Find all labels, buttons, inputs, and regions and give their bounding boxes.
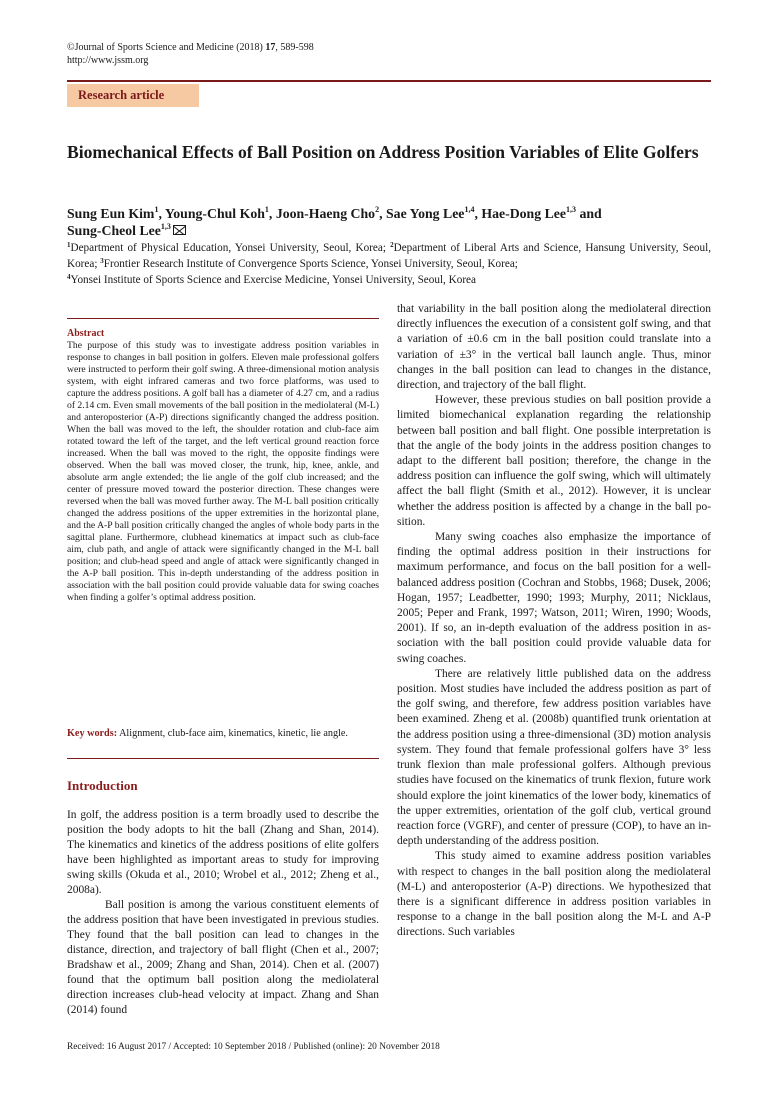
affil-number: 2 (390, 241, 394, 249)
author-name[interactable]: Joon-Haeng Cho (275, 206, 376, 221)
publication-dates: Received: 16 August 2017 / Accepted: 10 September 2018 / Published (online): 20 November 2018 (67, 1042, 440, 1052)
author-conjunction: and (579, 206, 602, 221)
affil-number: 4 (67, 273, 71, 281)
abstract (67, 328, 379, 604)
author-affil: 1,3 (566, 205, 577, 214)
affil-number: 3 (100, 257, 104, 265)
journal-citation: ©Journal of Sports Science and Medicine (2018) (67, 42, 263, 53)
right-column (397, 302, 711, 941)
journal-pages: , 589-598 (275, 42, 314, 53)
author-name[interactable]: Young-Chul Koh (164, 206, 265, 221)
journal-url[interactable]: http://www.jssm.org (67, 55, 149, 66)
paragraph: This study aimed to examine address position variables with respect to changes in the ball position along the mediolateral (M-L) and anteroposterior (A-P) directions. We hypothesized that there is a significant difference in address position variables in response to a change in the ball position along the M-L and A-P directions. Such variables (397, 850, 711, 939)
abstract-text: The purpose of this study was to investigate address position variables in response to changes in ball position in golfers. Eleven male professional golfers were instructed to perform their golf swing. A three-dimensional motion analysis system, with eight infrared cameras and two force platforms, was used to capture the address positions. A golf ball has a diameter of 4.27 cm, and a radius of 2.14 cm. Even small movements of the ball position in the mediolateral (M-L) and anteroposterior (A-P) directions significantly changed the address position. When the ball was moved to the left, the shoulder rotation and club-face aim rotated toward the left of the target, and the left vertical ground reaction force increased. When the ball was moved to the right, the opposite findings were observed. When the ball was moved closer, the trunk, hip, knee, ankle, and absolute arm angle extended; the lie angle of the golf club increased; and the center of pressure moved toward the posterior direction. These changes were reversed when the ball was moved further away. The M-L ball position critically changed the address positions of the upper extremities in the horizontal plane, and the A-P ball position critically changed the angles of whole body parts in the sagittal plane. Furthermore, clubhead kinematics at impact such as club-face aim, club path, and angle of attack were significantly changed in the M-L ball position; and club-head speed and angle of attack were significantly changed in the A-P ball position. This in-depth understanding of the address position in association with the ball position could provide valuable data for swing coaches when finding a golfer’s optimal address position. (67, 340, 379, 603)
author-name[interactable]: Sung-Cheol Lee (67, 223, 161, 238)
affil-text: Frontier Research Institute of Convergence Sports Science, Yonsei University, Seoul, Korea; (103, 258, 518, 270)
introduction-heading: Introduction (67, 778, 138, 793)
affil-text: Department of Liberal Arts and Science, Hansung University, Seoul, Korea; (67, 242, 712, 270)
abstract-heading: Abstract (67, 328, 105, 339)
paragraph: that variability in the ball position along the mediolateral direction directly influences the execution of a consistent golf swing, and that a variation of ±0.6 cm in the ball position could translate into a variation of ±3° in the vertical ball launch angle. Thus, minor changes in the ball position can lead to changes in the distance, direction, and trajectory of the ball flight. (397, 303, 711, 392)
keywords-text: Alignment, club-face aim, kinematics, kinetic, lie angle. (119, 728, 348, 739)
author-affil: 1 (154, 205, 159, 214)
keywords (67, 727, 379, 740)
article-title: Biomechanical Effects of Ball Position on Address Position Variables of Elite Golfers (67, 142, 699, 162)
author-affil: 1,4 (464, 205, 475, 214)
abstract-rule-top (67, 318, 379, 319)
author-list: Sung Eun Kim$^1$, Young-Chul Koh$^1$, Joon-Haeng Cho$^2$, Sae Yong Lee$^{1,4}$, Hae-Dong Lee$^{1,3}$ and Sung-Cheol Lee$^{1,3}$ (67, 205, 602, 238)
keywords-heading: Key words: (67, 728, 118, 739)
abstract-rule-bottom (67, 758, 379, 759)
affil-text: Yonsei Institute of Sports Science and Exercise Medicine, Yonsei University, Seoul, Korea (70, 274, 476, 286)
header-rule (67, 80, 711, 82)
paragraph: Many swing coaches also emphasize the importance of finding the optimal address position in their instructions for maximum performance, and focus on the ball position for a well-balanced address position (Cochran and Stobbs, 1968; Dusek, 2006; Hogan, 1957; Leadbetter, 1990; 1993; Murphy, 2011; Nicklaus, 2005; Peper and Frank, 1997; Watson, 2011; Wiren, 1990; Woods, 2001). If so, an in-depth evaluation of the address position in association with the ball position could provide valuable data for swing coaches. (397, 531, 711, 665)
affiliations (67, 240, 711, 288)
author-affil: 1 (264, 205, 269, 214)
introduction-body (67, 808, 379, 1018)
author-affil: 2 (375, 205, 380, 214)
envelope-icon[interactable] (173, 225, 186, 235)
paragraph: In golf, the address position is a term broadly used to describe the position the body adopts to hit the ball (Zhang and Shan, 2014). The kinematics and kinetics of the address positions of elite golfers have been highlighted as important areas to study for improving swing skills (Okuda et al., 2010; Wrobel et al., 2012; Zheng et al., 2008a). (67, 809, 379, 896)
author-name[interactable]: Sae Yong Lee (386, 206, 465, 221)
journal-header (67, 41, 314, 67)
author-name[interactable]: Hae-Dong Lee (481, 206, 567, 221)
paragraph: Ball position is among the various constituent elements of the address position that have been investigated in previous studies. They found that the ball position can lead to changes in the distance, direction, and trajectory of ball flight (Chen et al., 2007; Bradshaw et al., 2009; Zhang and Shan, 2014). Chen et al. (2007) found that the optimum ball position along the mediolateral direction increases club-head velocity at impact. Zhang and Shan (2014) found (67, 899, 379, 1016)
author-name[interactable]: Sung Eun Kim (67, 206, 155, 221)
paragraph: There are relatively little published data on the address position. Most studies have included the address position as part of the golf swing, and therefore, few address position variables have been examined. Zheng et al. (2008b) quantified trunk orientation at the address position using a three-dimensional (3D) motion analysis system. They found that female professional golfers have 3° less trunk flexion than male professional golfers. Although previous studies have focused on the kinematics of trunk flexion, future work should explore the joint kinematics of the lower body, kinematics of the upper extremities, orientation of the golf club, vertical ground reaction force (VGRF), and center of pressure (COP), to have an in-depth understanding of the address position. (397, 667, 711, 848)
affil-text: Department of Physical Education, Yonsei University, Seoul, Korea; (70, 242, 386, 254)
author-affil: 1,3 (160, 222, 171, 231)
paragraph: However, these previous studies on ball position provide a limited biomechanical explanation regarding the relationship between ball position and ball flight. One possible interpretation is that the angle of the body joints in the address position changes to adapt to the different ball position; therefore, the change in the address position can influence the golf swing, which will ultimately affect the ball flight (Smith et al., 2012). However, it is unclear whether the address position is affected by a change in the ball position. (397, 394, 711, 528)
affil-number: 1 (67, 241, 71, 249)
article-type-badge: Research article (67, 84, 199, 107)
journal-volume: 17 (265, 42, 276, 53)
